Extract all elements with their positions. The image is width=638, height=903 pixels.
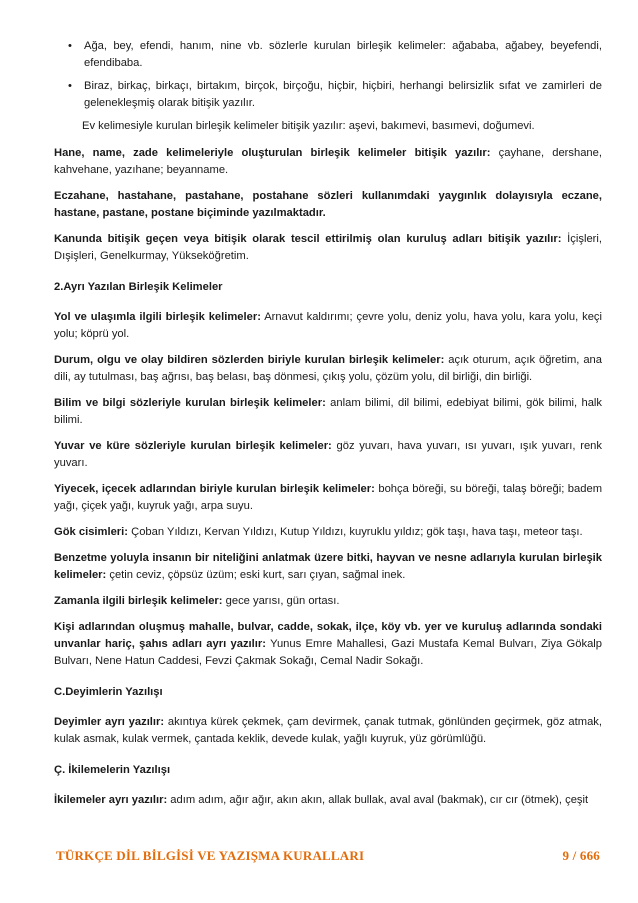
bullet-list: [68, 38, 602, 112]
paragraph-text: anlam bilimi, dil bilimi, edebiyat bilimi, gök bilimi, halk bilimi.: [54, 397, 602, 426]
paragraph-lead: Bilim ve bilgi sözleriyle kurulan birleşik kelimeler:: [54, 397, 326, 409]
paragraph-lead: Gök cisimleri:: [54, 526, 128, 538]
paragraph-text: gece yarısı, gün ortası.: [222, 595, 340, 607]
paragraph-text: Arnavut kaldırımı; çevre yolu, deniz yolu, hava yolu, kara yolu, keçi yolu; köprü yol.: [54, 311, 602, 340]
paragraph: [54, 352, 602, 386]
paragraph: [54, 438, 602, 472]
footer-title: TÜRKÇE DİL BİLGİSİ VE YAZIŞMA KURALLARI: [56, 848, 365, 863]
paragraph: [54, 792, 602, 809]
paragraph-lead: Deyimler ayrı yazılır:: [54, 716, 165, 728]
bullet-item: • Biraz, birkaç, birkaçı, birtakım, birçok, birçoğu, hiçbir, hiçbiri, herhangi belirsizlik sıfat ve zamirleri de gelenekleşmiş olarak bitişik yazılır.: [68, 78, 602, 112]
paragraph: [54, 395, 602, 429]
paragraph-text: İçişleri, Dışişleri, Genelkurmay, Yükseköğretim.: [54, 233, 602, 262]
paragraph: [54, 145, 602, 179]
paragraph-text: çetin ceviz, çöpsüz üzüm; eski kurt, sarı çıyan, sağmal inek.: [106, 569, 406, 581]
paragraph: [54, 714, 602, 748]
paragraph-lead: Kişi adlarından oluşmuş mahalle, bulvar, cadde, sokak, ilçe, köy vb. yer ve kuruluş adlarında sondaki unvanlar hariç, şahıs adları ayrı yazılır:: [54, 621, 602, 650]
section-heading: Ç. İkilemelerin Yazılışı: [54, 764, 171, 776]
paragraph-lead: Benzetme yoluyla insanın bir niteliğini anlatmak üzere bitki, hayvan ve nesne adlarıyla kurulan birleşik kelimeler:: [54, 552, 602, 581]
paragraph: [54, 481, 602, 515]
paragraph-lead: Kanunda bitişik geçen veya bitişik olarak tescil ettirilmiş olan kuruluş adları bitişik yazılır:: [54, 233, 562, 245]
paragraph-lead: Yiyecek, içecek adlarından biriyle kurulan birleşik kelimeler:: [54, 483, 375, 495]
paragraph-text: Yunus Emre Mahallesi, Gazi Mustafa Kemal Bulvarı, Ziya Gökalp Bulvarı, Nene Hatun Caddesi, Fevzi Çakmak Sokağı, Cemal Nadir Sokağı.: [54, 638, 602, 667]
paragraph: [54, 593, 602, 610]
paragraph: [54, 188, 602, 222]
paragraph-text: çayhane, dershane, kahvehane, yazıhane; beyanname.: [54, 147, 602, 176]
paragraph-lead: Eczahane, hastahane, pastahane, postahane sözleri kullanımdaki yaygınlık dolayısıyla eczane, hastane, pastane, postane biçiminde yazılmaktadır.: [54, 190, 602, 219]
page-number: 9 / 666: [562, 848, 600, 863]
paragraph-text: açık oturum, açık öğretim, ana dili, ay tutulması, baş ağrısı, baş belası, baş dönmesi, çıkış yolu, çözüm yolu, dil birliği, din birliği.: [54, 354, 602, 383]
paragraph-lead: Hane, name, zade kelimeleriyle oluşturulan birleşik kelimeler bitişik yazılır:: [54, 147, 491, 159]
paragraph-lead: İkilemeler ayrı yazılır:: [54, 794, 168, 806]
example-line: Ev kelimesiyle kurulan birleşik kelimeler bitişik yazılır: aşevi, bakımevi, basımevi, doğumevi.: [82, 120, 535, 132]
paragraph-text: bohça böreği, su böreği, talaş böreği; badem yağı, çiçek yağı, kuyruk yağı, arpa suyu.: [54, 483, 603, 512]
paragraph-lead: Durum, olgu ve olay bildiren sözlerden biriyle kurulan birleşik kelimeler:: [54, 354, 445, 366]
section-heading: C.Deyimlerin Yazılışı: [54, 686, 163, 698]
paragraph-lead: Zamanla ilgili birleşik kelimeler:: [54, 595, 223, 607]
paragraph: [54, 309, 602, 343]
paragraph-lead: Yuvar ve küre sözleriyle kurulan birleşik kelimeler:: [54, 440, 332, 452]
paragraph: [54, 231, 602, 265]
paragraph: [54, 619, 602, 670]
section-heading: 2.Ayrı Yazılan Birleşik Kelimeler: [54, 281, 223, 293]
bullet-item: • Ağa, bey, efendi, hanım, nine vb. sözlerle kurulan birleşik kelimeler: ağababa, ağabey, beyefendi, efendibaba.: [68, 38, 602, 72]
paragraph: [54, 524, 602, 541]
paragraph: [54, 550, 602, 584]
page-footer: [56, 848, 600, 866]
paragraph-text: adım adım, ağır ağır, akın akın, allak bullak, aval aval (bakmak), cır cır (ötmek), çeşit: [167, 794, 589, 806]
document-body: [54, 38, 602, 818]
paragraph-lead: Yol ve ulaşımla ilgili birleşik kelimeler:: [54, 311, 261, 323]
paragraph-text: akıntıya kürek çekmek, çam devirmek, çanak tutmak, gönlünden geçirmek, göz atmak, kulak asmak, kulak vermek, çantada keklik, devede kulak, yağlı kuyruk, yüz görümlüğü.: [54, 716, 603, 745]
paragraph-text: göz yuvarı, hava yuvarı, ısı yuvarı, ışık yuvarı, renk yuvarı.: [54, 440, 602, 469]
paragraph-text: Çoban Yıldızı, Kervan Yıldızı, Kutup Yıldızı, kuyruklu yıldız; gök taşı, hava taşı, meteor taşı.: [128, 526, 583, 538]
